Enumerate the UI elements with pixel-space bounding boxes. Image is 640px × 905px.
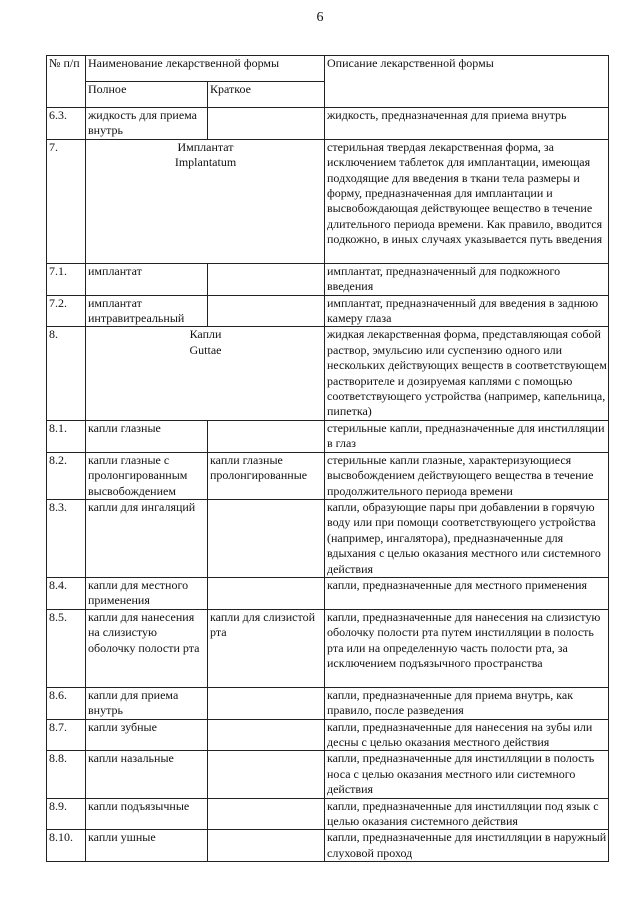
table-row: [47, 139, 609, 263]
row-number: 8.10.: [47, 830, 86, 862]
table-row: [47, 609, 609, 687]
short-name: [208, 719, 325, 751]
group-latin-name: Implantatum: [174, 155, 237, 170]
description: стерильная твердая лекарственная форма, за исключением таблеток для имплантации, имеющая подходящие для введения в ткани тела размеры и форму, предназначенная для имплантации и высвобождающая действующее вещество в течение длительного периода времени. Как правило, вводится подкожно, в иных случаях указывается путь введения: [325, 139, 609, 263]
table-row: [47, 327, 609, 420]
header-description: Описание лекарственной формы: [325, 56, 609, 108]
row-number: 6.3.: [47, 108, 86, 140]
table-row: [47, 420, 609, 452]
header-full-name: Полное: [86, 82, 208, 108]
row-number: 7.1.: [47, 263, 86, 295]
group-title-cell: [86, 139, 325, 263]
full-name: жидкость для приема внутрь: [86, 108, 208, 140]
full-name: капли для нанесения на слизистую оболочку полости рта: [86, 609, 208, 687]
description: капли, предназначенные для нанесения на зубы или десны с целью оказания местного действия: [325, 719, 609, 751]
description: капли, предназначенные для местного применения: [325, 577, 609, 609]
full-name: капли для местного применения: [86, 577, 208, 609]
table-row: [47, 577, 609, 609]
row-number: 8.3.: [47, 499, 86, 577]
short-name: [208, 295, 325, 327]
description: капли, предназначенные для приема внутрь, как правило, после разведения: [325, 687, 609, 719]
description: капли, предназначенные для нанесения на слизистую оболочку полости рта путем инстилляции в полость рта или на определенную часть полости рта, за исключением подъязычного пространства: [325, 609, 609, 687]
full-name: капли зубные: [86, 719, 208, 751]
table-row: [47, 719, 609, 751]
full-name: капли глазные: [86, 420, 208, 452]
short-name: капли глазные пролонгированные: [208, 452, 325, 499]
row-number: 8.7.: [47, 719, 86, 751]
short-name: [208, 263, 325, 295]
header-name-group: Наименование лекарственной формы: [86, 56, 325, 82]
table-row: [47, 798, 609, 830]
table-row: [47, 452, 609, 499]
header-number: № п/п: [47, 56, 86, 108]
description: стерильные капли, предназначенные для инстилляции в глаз: [325, 420, 609, 452]
full-name: имплантат: [86, 263, 208, 295]
description: жидкая лекарственная форма, представляющая собой раствор, эмульсию или суспензию одного или нескольких действующих веществ в соответствующем растворителе и дозируемая каплями с помощью соответствующего устройства (например, капельница, пипетка): [325, 327, 609, 420]
description: жидкость, предназначенная для приема внутрь: [325, 108, 609, 140]
description: имплантат, предназначенный для подкожного введения: [325, 263, 609, 295]
full-name: капли для приема внутрь: [86, 687, 208, 719]
row-number: 7.: [47, 139, 86, 263]
table-row: [47, 295, 609, 327]
short-name: [208, 798, 325, 830]
row-number: 8.9.: [47, 798, 86, 830]
row-number: 8.5.: [47, 609, 86, 687]
short-name: капли для слизистой рта: [208, 609, 325, 687]
short-name: [208, 751, 325, 798]
row-number: 8.: [47, 327, 86, 420]
short-name: [208, 420, 325, 452]
table-row: [47, 263, 609, 295]
table-row: [47, 499, 609, 577]
description: имплантат, предназначенный для введения в заднюю камеру глаза: [325, 295, 609, 327]
group-title-cell: [86, 327, 325, 420]
row-number: 8.4.: [47, 577, 86, 609]
group-title: Имплантат: [177, 139, 234, 154]
full-name: имплантат интравитреальный: [86, 295, 208, 327]
table-row: [47, 751, 609, 798]
short-name: [208, 577, 325, 609]
page-number: 6: [316, 10, 324, 25]
row-number: 8.6.: [47, 687, 86, 719]
short-name: [208, 499, 325, 577]
group-latin-name: Guttae: [189, 342, 222, 357]
dosage-forms-table: [46, 55, 609, 862]
description: капли, предназначенные для инстилляции под язык с целью оказания системного действия: [325, 798, 609, 830]
row-number: 8.8.: [47, 751, 86, 798]
short-name: [208, 687, 325, 719]
description: капли, предназначенные для инстилляции в наружный слуховой проход: [325, 830, 609, 862]
row-number: 7.2.: [47, 295, 86, 327]
full-name: капли глазные с пролонгированным высвобождением: [86, 452, 208, 499]
header-short-name: Краткое: [208, 82, 325, 108]
row-number: 8.2.: [47, 452, 86, 499]
table-row: [47, 830, 609, 862]
table-row: [47, 687, 609, 719]
row-number: 8.1.: [47, 420, 86, 452]
description: стерильные капли глазные, характеризующиеся высвобождением действующего вещества в течение продолжительного периода времени: [325, 452, 609, 499]
table-row: [47, 108, 609, 140]
short-name: [208, 108, 325, 140]
full-name: капли ушные: [86, 830, 208, 862]
description: капли, образующие пары при добавлении в горячую воду или при помощи соответствующего устройства (например, ингалятора), предназначенные для вдыхания с целью оказания местного или системного действия: [325, 499, 609, 577]
description: капли, предназначенные для инстилляции в полость носа с целью оказания местного или системного действия: [325, 751, 609, 798]
full-name: капли подъязычные: [86, 798, 208, 830]
full-name: капли для ингаляций: [86, 499, 208, 577]
short-name: [208, 830, 325, 862]
full-name: капли назальные: [86, 751, 208, 798]
group-title: Капли: [189, 327, 222, 342]
